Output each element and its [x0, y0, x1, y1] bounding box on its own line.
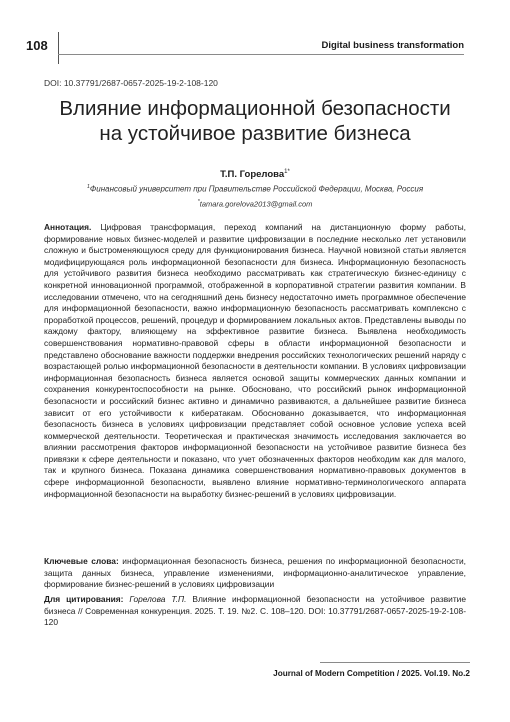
journal-footer: Journal of Modern Competition / 2025. Vol.19. No.2: [273, 669, 470, 678]
keywords: [44, 556, 466, 591]
author-name: Т.П. Горелова: [220, 169, 285, 181]
title-line-1: Влияние информационной безопасности: [59, 97, 451, 120]
keywords-text: информационная безопасность бизнеса, решения по информационной безопасности, защита данных бизнеса, управление изменениями, информационно-аналитическое управление, формирование бизнес-решений в условиях цифровизации: [44, 556, 466, 590]
abstract-text: Цифровая трансформация, переход компаний на дистанционную форму работы, формирование новых бизнес-моделей и развитие цифровизации в последние несколько лет установили сложную и быстроменяющуюся среду для функционирования бизнеса. Научной новизной статьи является модифицирующаяся роль информационной безопасности для бизнеса. Информационную безопасность для устойчивого развития бизнеса необходимо рассматривать как стратегическую бизнес-единицу с конкретной инновационной программой, отображенной в корпоративной стратегии развития компании. В исследовании отмечено, что на сегодняшний день бизнесу недостаточно иметь программное обеспечение для информационной безопасности, важно информационную безопасность рассматривать комплексно с проработкой процессов, решений, процедур и формированием локальных актов. Представлены выводы по каждому фактору, влияющему на эффективное развитие бизнеса. Выявлена необходимость совершенствования нормативно-правовой сферы в области информационной безопасности и представлено обоснование важности поддержки внедрения российских технологических решений наряду с возрастающей ролью информационной безопасности в деятельности компании. В условиях цифровизации информационная безопасность бизнеса является основой защиты коммерческих данных компании и сохранения конкурентоспособности на рынке. Обосновано, что российский рынок информационной безопасности и российский бизнес активно и динамично развиваются, а дальнейшее развитие бизнеса зависит от его устойчивости к кибератакам. Обоснованно доказывается, что информационная безопасность бизнеса в условиях цифровизации представляет собой основное условие успеха всей коммерческой деятельности. Теоретическая и практическая значимость исследования заключается во влиянии рассмотрения факторов информационной безопасности на устойчивое развитие бизнеса без привязки к сфере деятельности и показано, что учет обозначенных факторов необходим как для малого, так и крупного бизнеса. Показана динамика совершенствования нормативно-правовых документов в сфере информационной безопасности, выявлено влияние нормативно-терминологического аппарата информационной безопасности на выработку бизнес-решений в условиях цифровизации.: [44, 222, 467, 499]
affiliation: [0, 184, 510, 194]
running-head: Digital business transformation: [321, 40, 464, 51]
email-text: tamara.gorelova2013@gmail.com: [199, 199, 313, 209]
citation-label: Для цитирования:: [44, 594, 124, 604]
article-title: [30, 96, 480, 146]
email-mark: *: [197, 199, 200, 205]
affiliation-mark: 1: [86, 184, 90, 190]
title-line-2: на устойчивое развитие бизнеса: [99, 122, 411, 145]
keywords-label: Ключевые слова:: [44, 556, 119, 566]
email: [0, 199, 510, 209]
citation-author: Горелова Т.П.: [129, 594, 187, 604]
citation: [44, 594, 466, 629]
citation-text: Влияние информационной безопасности на устойчивое развитие бизнеса // Современная конкуренция. 2025. Т. 19. №2. С. 108–120. DOI: 10.37791/2687-0657-2025-19-2-108-120: [44, 594, 466, 628]
affiliation-text: Финансовый университет при Правительстве Российской Федерации, Москва, Россия: [89, 184, 424, 194]
header-divider: [58, 32, 59, 64]
page-number: 108: [26, 38, 48, 53]
author-marks: 1*: [284, 169, 290, 175]
footer-divider: [320, 662, 470, 663]
header-underline: [58, 54, 464, 55]
author: [0, 169, 510, 180]
abstract-label: Аннотация.: [44, 222, 92, 232]
doi: DOI: 10.37791/2687-0657-2025-19-2-108-120: [44, 78, 218, 88]
abstract: [44, 222, 466, 500]
